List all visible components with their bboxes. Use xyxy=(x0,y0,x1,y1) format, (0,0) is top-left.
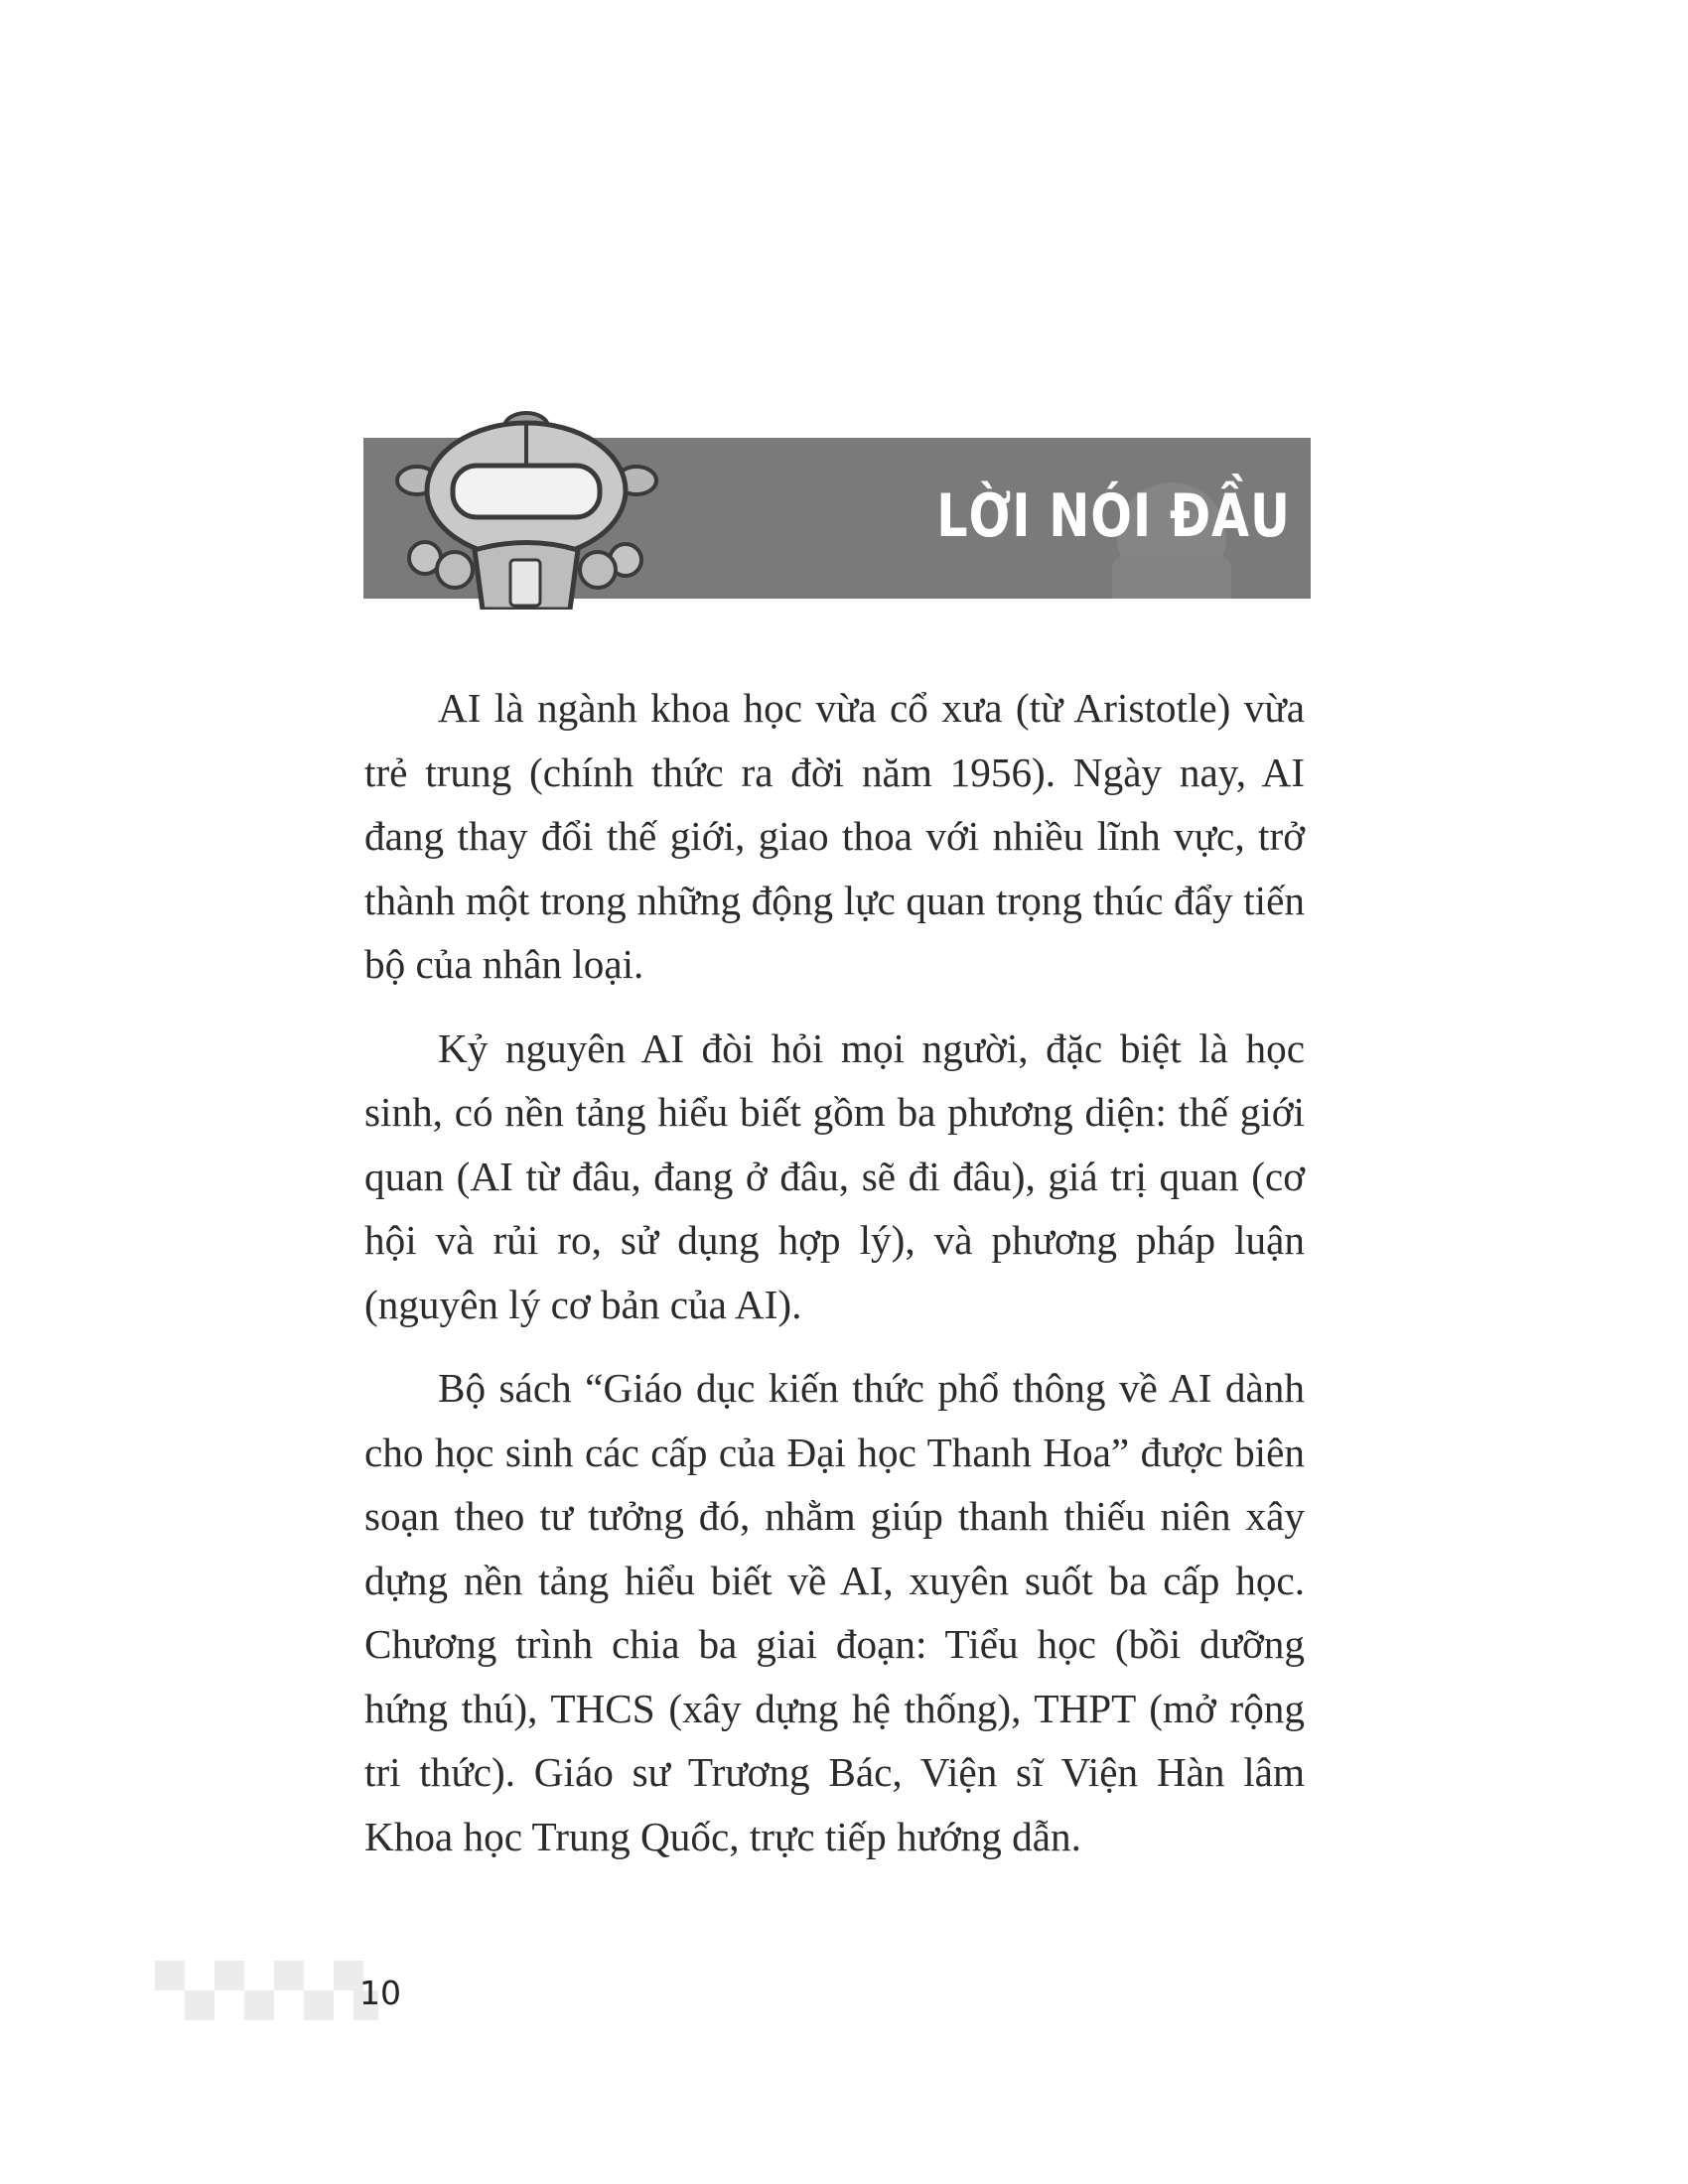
chapter-title: LỜI NÓI ĐẦU xyxy=(936,481,1291,551)
body-text xyxy=(364,676,1305,1888)
paragraph-3: Bộ sách “Giáo dục kiến thức phổ thông về AI dành cho học sinh các cấp của Đại học Thanh Hoa” được biên soạn theo tư tưởng đó, nhằm giúp thanh thiếu niên xây dựng nền tảng hiểu biết về AI, xuyên suốt ba cấp học. Chương trình chia ba giai đoạn: Tiểu học (bồi dưỡng hứng thú), THCS (xây dựng hệ thống), THPT (mở rộng tri thức). Giáo sư Trương Bác, Viện sĩ Viện Hàn lâm Khoa học Trung Quốc, trực tiếp hướng dẫn. xyxy=(364,1365,1305,1859)
paragraph-2: Kỷ nguyên AI đòi hỏi mọi người, đặc biệt là học sinh, có nền tảng hiểu biết gồm ba phương diện: thế giới quan (AI từ đâu, đang ở đâu, sẽ đi đâu), giá trị quan (cơ hội và rủi ro, sử dụng hợp lý), và phương pháp luận (nguyên lý cơ bản của AI). xyxy=(364,1024,1305,1327)
paragraph-1: AI là ngành khoa học vừa cổ xưa (từ Aristotle) vừa trẻ trung (chính thức ra đời năm 1956). Ngày nay, AI đang thay đổi thế giới, giao thoa với nhiều lĩnh vực, trở thành một trong những động lực quan trọng thúc đẩy tiến bộ của nhân loại. xyxy=(364,685,1305,987)
page-number: 10 xyxy=(359,1974,401,2012)
robot-mascot-icon xyxy=(395,411,658,610)
checker-pattern-icon xyxy=(155,1961,383,2020)
